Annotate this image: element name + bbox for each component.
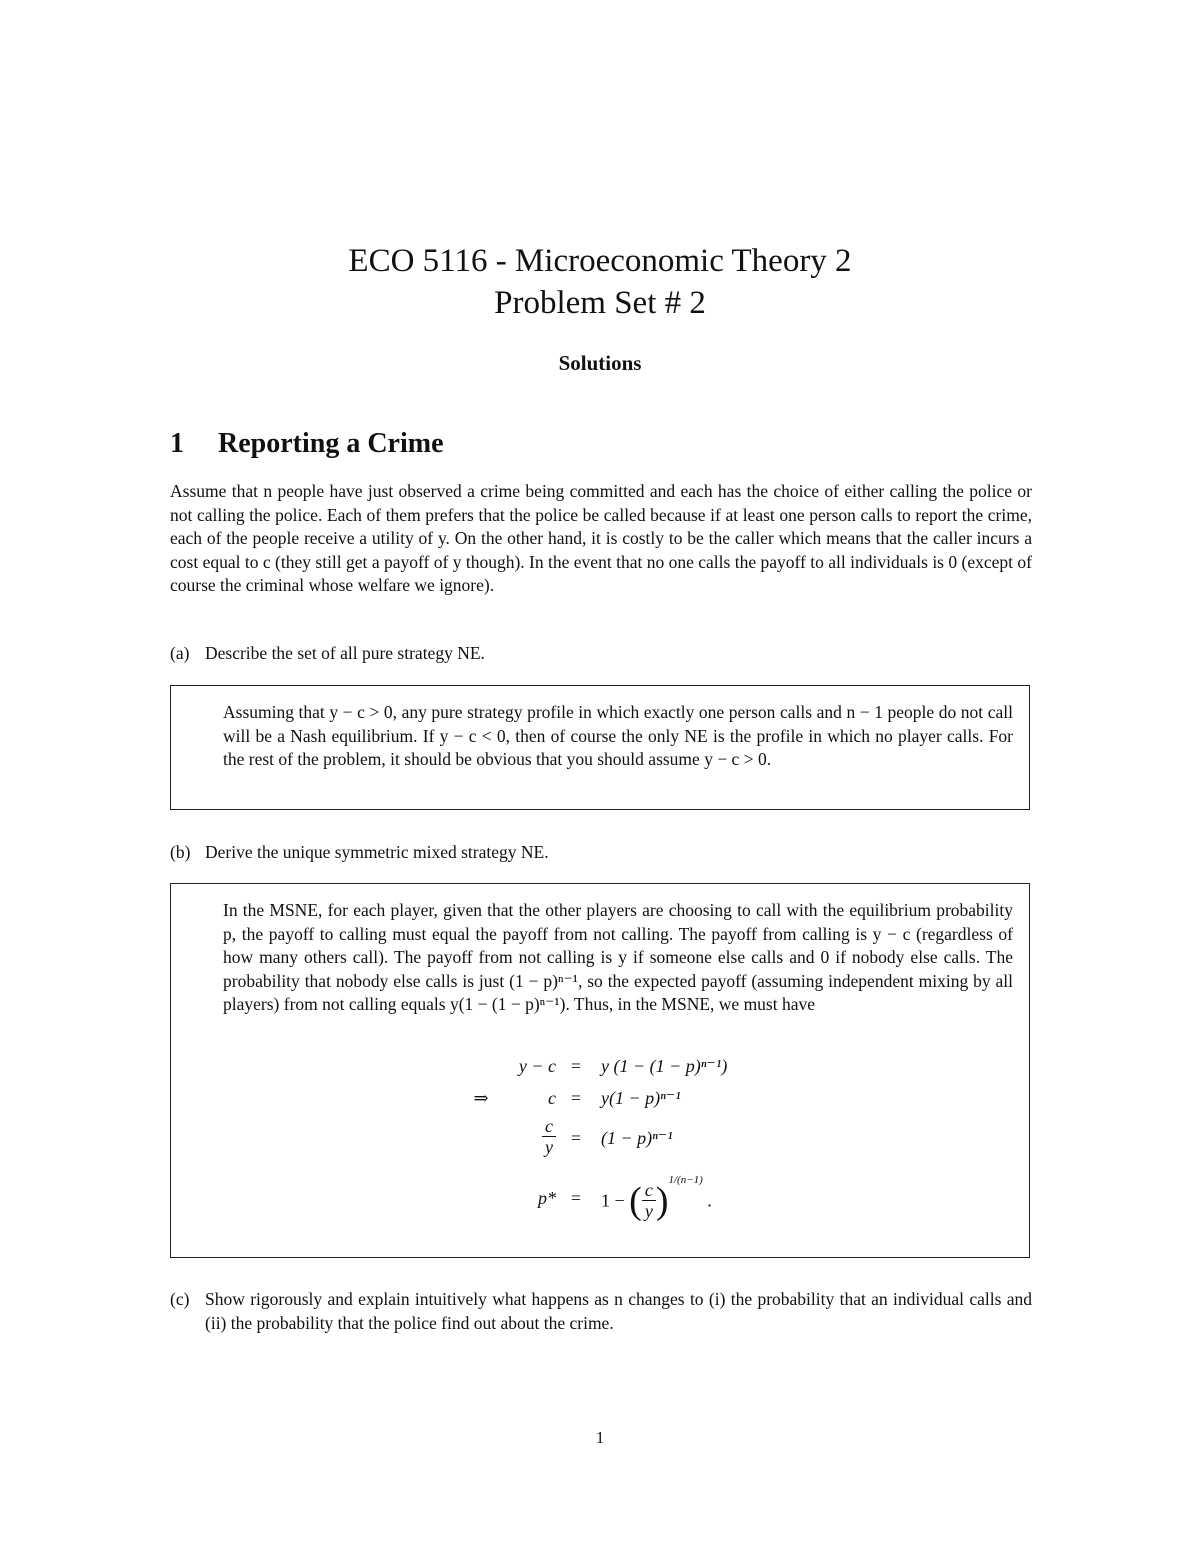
answer-box-b [170, 883, 1030, 1258]
eq4-end: . [707, 1190, 712, 1211]
eq4-fraction [642, 1180, 656, 1221]
document-title: ECO 5116 - Microeconomic Theory 2 [348, 243, 852, 279]
eq4-rel: = [570, 1188, 582, 1208]
eq3-fraction [542, 1116, 556, 1157]
eq4-denominator: y [644, 1201, 653, 1222]
section-heading [170, 428, 444, 460]
question-b [170, 841, 1032, 865]
eq1-lhs: y − c [518, 1056, 556, 1076]
eq3-numerator: c [542, 1116, 556, 1137]
page-number: 1 [595, 1428, 605, 1447]
eq3-rhs: (1 − p)ⁿ⁻¹ [601, 1128, 673, 1148]
answer-a-text: Assuming that y − c > 0, any pure strategy profile in which exactly one person calls and n − 1 people do not call will be a Nash equilibrium. If y − c < 0, then of course the only NE is the profile in which no player calls. For the rest of the problem, it should be obvious that you should assume y − c > 0. [223, 702, 1013, 770]
eq4-exponent: 1/(n−1) [668, 1174, 703, 1186]
implies-arrow: ⇒ [473, 1088, 489, 1108]
section-title: Reporting a Crime [218, 428, 444, 459]
eq1-rhs: y (1 − (1 − p)ⁿ⁻¹) [601, 1056, 728, 1076]
question-c [170, 1288, 1032, 1335]
eq3-denominator: y [545, 1137, 553, 1157]
eq4-lhs: p* [538, 1188, 556, 1208]
question-c-label: (c) [170, 1289, 190, 1309]
section-intro-paragraph: Assume that n people have just observed a crime being committed and each has the choice of either calling the police or not calling the police. Each of them prefers that the police be called because if at least one person calls to report the crime, each of the people receive a utility of y. On the other hand, it is costly to be the caller which means that the caller incurs a cost equal to c (they still get a payoff of y though). In the event that no one calls the payoff to all individuals is 0 (except of course the criminal whose welfare we ignore). [170, 481, 1032, 596]
question-c-text: Show rigorously and explain intuitively what happens as n changes to (i) the probability that an individual calls and (ii) the probability that the police find out about the crime. [205, 1289, 1032, 1333]
question-a-label: (a) [170, 643, 190, 663]
question-b-label: (b) [170, 842, 191, 862]
right-paren: ) [655, 1179, 669, 1222]
answer-box-a [170, 685, 1030, 810]
question-a [170, 642, 1032, 666]
problem-set-title: Problem Set # 2 [494, 285, 706, 321]
eq4-prefix: 1 − [601, 1190, 625, 1211]
eq3-rel: = [570, 1128, 582, 1148]
eq4-numerator: c [642, 1180, 656, 1201]
question-a-text: Describe the set of all pure strategy NE. [205, 643, 485, 663]
section-number: 1 [170, 428, 184, 459]
eq2-rhs: y(1 − p)ⁿ⁻¹ [601, 1088, 681, 1108]
solutions-subtitle: Solutions [558, 351, 642, 375]
eq3-lhs [496, 1116, 556, 1157]
equation-row-1 [471, 1056, 771, 1086]
question-b-text: Derive the unique symmetric mixed strategy NE. [205, 842, 549, 862]
eq2-lhs: c [548, 1088, 556, 1108]
equation-row-3 [471, 1116, 771, 1164]
answer-b-text: In the MSNE, for each player, given that the other players are choosing to call with the equilibrium probability p, the payoff to calling must equal the payoff from not calling. The payoff from calling is y − c (regardless of how many others call). The payoff from not calling is y if someone else calls and 0 if nobody else calls. The probability that nobody else calls is just (1 − p)ⁿ⁻¹, so the expected payoff (assuming independent mixing by all players) from not calling equals y(1 − (1 − p)ⁿ⁻¹). Thus, in the MSNE, we must have [223, 900, 1013, 1015]
equation-row-2 [471, 1088, 771, 1118]
equation-row-4 [471, 1174, 771, 1224]
left-paren: ( [629, 1179, 642, 1222]
eq1-rel: = [570, 1056, 582, 1076]
eq4-rhs [601, 1174, 712, 1221]
eq2-rel: = [570, 1088, 582, 1108]
